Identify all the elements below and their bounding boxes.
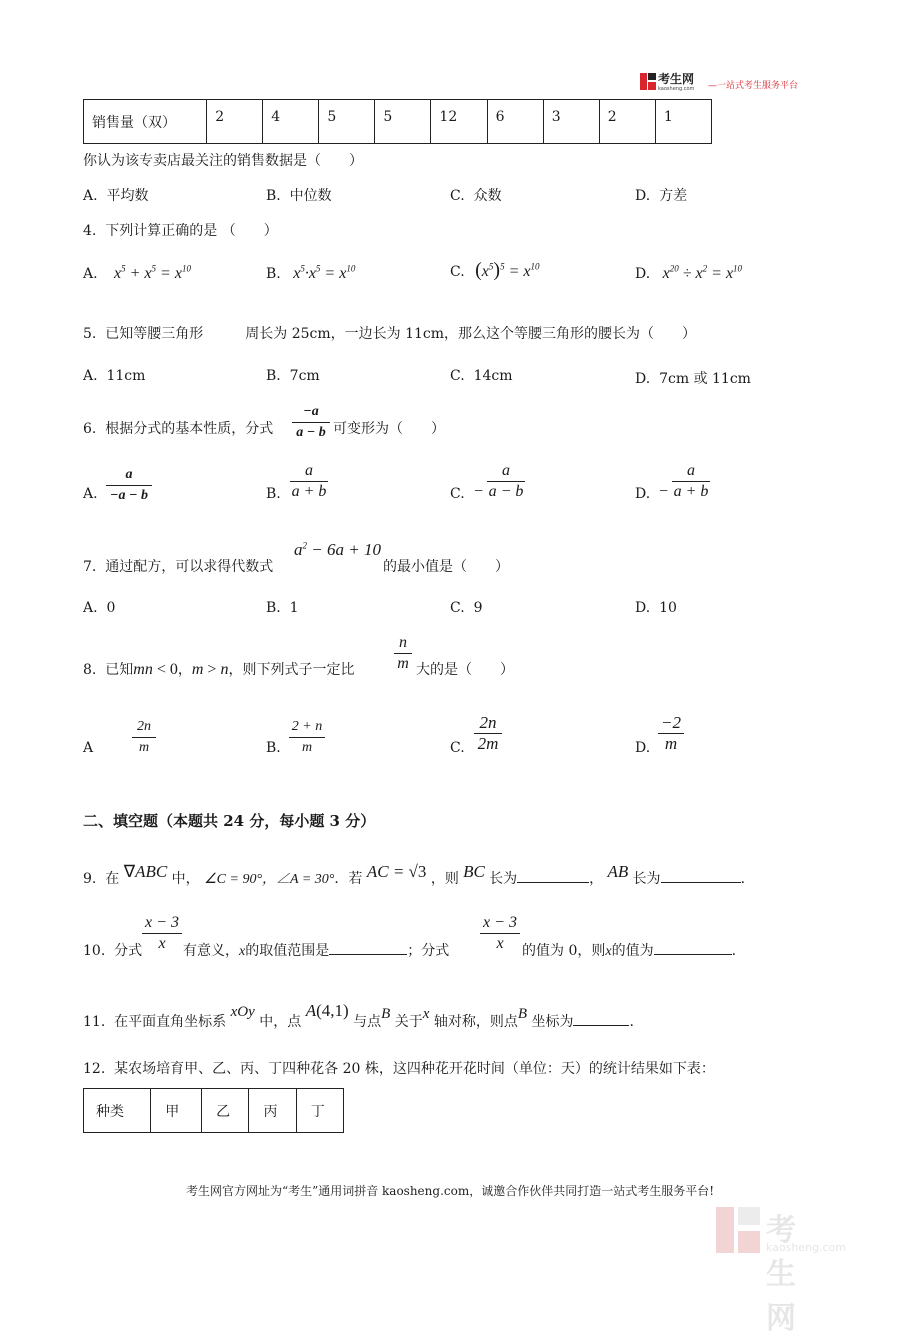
q10-line-c: 的值为 0，则x的值为 . (522, 943, 737, 959)
q8-fraction: n m (394, 634, 412, 673)
minus-sign: − (659, 483, 669, 500)
q7-option-b: B. 1 (266, 600, 299, 616)
q6-option-c-key: C. (450, 486, 465, 502)
logo-url: kaosheng.com (658, 86, 695, 92)
minus-sign: − (474, 483, 484, 500)
q11-line: 11. 在平面直角坐标系 xOy 中，点 A(4,1) 与点B 关于x 轴对称，则点B 坐标为 . (83, 1001, 634, 1030)
q9-line: 9. 在 ∇ABC 中， ∠C = 90°，∠A = 30°．若 AC = √3 ，则 BC 长为 ， AB 长为 . (83, 862, 746, 887)
table-row (84, 1089, 344, 1133)
table-header-cell: 种类 (84, 1089, 151, 1133)
q10-fraction-2: x − 3 x (480, 914, 520, 953)
q8-option-c: 2n 2m (474, 714, 502, 753)
q8-stem: 8. 已知mn < 0，m > n，则下列式子一定比 (83, 661, 355, 678)
q10-line-a: 10. 分式 (83, 943, 143, 959)
q6-option-b: a a + b (291, 462, 327, 500)
q6-option-d-key: D. (635, 486, 651, 502)
q4-option-c: C. $(x^5)^5 = x^{10}$ (450, 259, 540, 281)
q10-line-b: 有意义，x的取值范围是 ；分式 (183, 943, 450, 959)
table-cell: 12 (431, 100, 487, 144)
q8-option-d-key: D. (635, 740, 651, 756)
header-slogan: —一站式考生服务平台 (708, 81, 799, 91)
q6-option-a: a −a − b (106, 466, 152, 505)
sales-table (83, 99, 712, 144)
q4-option-a: A. $x^5 + x^5 = x^{10}$ (83, 263, 191, 282)
q6-option-d: a a + b (673, 462, 709, 500)
table-header-cell: 乙 (202, 1089, 249, 1133)
q8-option-b: 2 + n m (289, 718, 325, 757)
q3-option-b: B. 中位数 (266, 188, 332, 204)
q3-option-a: A. 平均数 (83, 188, 149, 204)
watermark-name: 考生网 (766, 1213, 796, 1336)
table-row (84, 100, 712, 144)
q8-option-d: −2 m (658, 714, 684, 753)
q8-option-a: 2n m (132, 718, 156, 757)
table-cell: 2 (599, 100, 655, 144)
q6-option-b-key: B. (266, 486, 281, 502)
q6-option-c: a a − b (488, 462, 524, 500)
table-cell: 1 (655, 100, 711, 144)
q4-option-d: D. $x^{20} \div x^2 = x^{10}$ (635, 263, 743, 282)
q5-option-b: B. 7cm (266, 368, 320, 384)
q7-option-d: D. 10 (635, 600, 677, 616)
table-header-cell: 丙 (249, 1089, 296, 1133)
table-cell: 3 (543, 100, 599, 144)
q5-option-d: D. 7cm 或 11cm (635, 371, 751, 387)
q5-option-a: A. 11cm (83, 368, 146, 384)
table-cell: 6 (487, 100, 543, 144)
q12-stem: 12. 某农场培育甲、乙、丙、丁四种花各 20 株，这四种花开花时间（单位：天）的统计结果如下表： (83, 1061, 715, 1077)
table-cell: 5 (319, 100, 375, 144)
table-header-cell: 丁 (296, 1089, 343, 1133)
q3-option-c: C. 众数 (450, 188, 502, 204)
q6-fraction: −a a − b (292, 403, 330, 442)
q3-stem: 你认为该专卖店最关注的销售数据是（ ） (83, 153, 363, 169)
kaosheng-logo-icon (640, 73, 656, 90)
q7-option-c: C. 9 (450, 600, 483, 616)
q5-option-c: C. 14cm (450, 368, 513, 384)
table-cell: 4 (263, 100, 319, 144)
q5-stem: 5. 已知等腰三角形 周长为 25cm，一边长为 11cm，那么这个等腰三角形的腰长为（ ） (83, 326, 697, 342)
q10-fraction-1: x − 3 x (142, 914, 182, 953)
q7-stem-b: 的最小值是（ ） (383, 559, 509, 575)
q7-expression: $a^2 - 6a + 10$ (294, 540, 381, 559)
q6-option-a-key: A. (83, 486, 98, 502)
table-header-cell: 甲 (151, 1089, 202, 1133)
section-title: 二、填空题（本题共 24 分，每小题 3 分） (83, 812, 376, 830)
q8-option-a-key: A (83, 740, 94, 756)
q3-option-d: D. 方差 (635, 188, 688, 204)
flower-table (83, 1088, 344, 1133)
q8-option-c-key: C. (450, 740, 465, 756)
q6-stem-b: 可变形为（ ） (333, 421, 445, 437)
q8-stem-c: 大的是（ ） (416, 662, 514, 678)
q4-stem: 4. 下列计算正确的是 （ ） (83, 223, 278, 239)
q4-option-b: B. $x^5\cdot x^5 = x^{10}$ (266, 263, 356, 282)
kaosheng-watermark-icon (716, 1207, 762, 1253)
q7-stem-a: 7. 通过配方，可以求得代数式 (83, 559, 274, 575)
q7-option-a: A. 0 (83, 600, 116, 616)
watermark-url: kaosheng.com (766, 1241, 847, 1254)
page-footer: 考生网官方网址为“考生”通用词拼音 kaosheng.com，诚邀合作伙伴共同打造一站式考生服务平台! (185, 1184, 715, 1198)
q6-stem-a: 6. 根据分式的基本性质，分式 (83, 421, 274, 437)
q8-option-b-key: B. (266, 740, 281, 756)
table-cell: 2 (207, 100, 263, 144)
logo-name: 考生网 (658, 72, 695, 86)
table-cell: 5 (375, 100, 431, 144)
table-cell: 销售量（双） (84, 100, 207, 144)
